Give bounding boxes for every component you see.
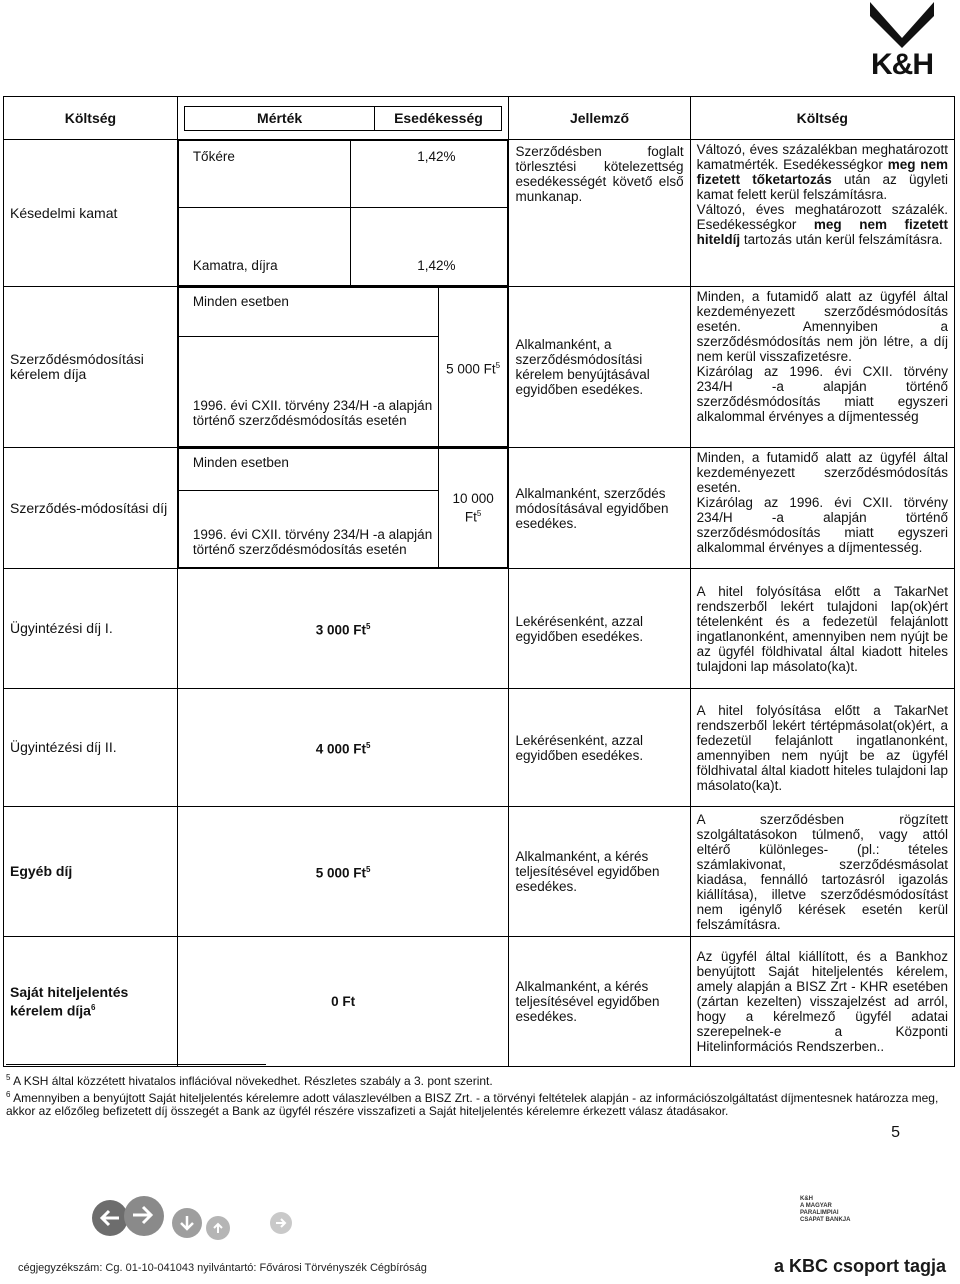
desc-bold: meg nem fizetett tőketartozás [696, 157, 948, 187]
value-text: 10 000 Ft [452, 491, 494, 525]
row-name-other-fee: Egyéb díj [4, 807, 178, 937]
footnote-ref: 5 [366, 741, 371, 751]
row-name-admin-fee-1: Ügyintézési díj I. [4, 569, 178, 689]
desc-text: Kizárólag az 1996. évi CXII. törvény 234/H -a alapján történő szerződésmódosítás miatt egyszeri alkalommal érvényes a díjmentesség. [696, 495, 948, 555]
name-text: Saját hiteljelentés kérelem díja [10, 983, 129, 1019]
modification-request-description [690, 287, 954, 448]
value-text: 5 000 Ft [446, 361, 496, 377]
late-interest-desc-1 [697, 142, 948, 202]
value-text: 4 000 Ft [315, 741, 367, 757]
late-interest-due: Szerződésben foglalt törlesztési kötelezettség esedékességét követő első munkanap. [509, 140, 690, 287]
arrow-right-icon [124, 1196, 164, 1236]
admin-fee-1-description: A hitel folyósítása előtt a TakarNet rendszerből lekért tulajdoni lap(ok)ért tételenként és a fedezetül felajánlott ingatlanonként, amennyiben nem nyújt be az ügyfél földhivatal által kiadott hiteles tulajdoni lap másolato(ka)t. [690, 569, 954, 689]
late-interest-desc-2 [697, 202, 948, 247]
footnote-ref: 5 [366, 622, 371, 632]
table-row [4, 569, 955, 689]
modification-request-value [438, 288, 508, 447]
header-cost-2: Költség [690, 97, 954, 140]
badge-line: CSAPAT BANKJA [800, 1217, 851, 1223]
admin-fee-1-value [177, 569, 509, 689]
header-character: Jellemző [509, 97, 690, 140]
desc-text: után az ügyleti kamat felett kerül felszámításra. [696, 172, 948, 202]
footnotes [6, 1064, 951, 1118]
company-registry-text: cégjegyzékszám: Cg. 01-10-041043 nyilvántartó: Fővárosi Törvényszék Cégbíróság [18, 1262, 427, 1274]
footnote-number: 5 [6, 1073, 11, 1082]
modification-request-case-2: 1996. évi CXII. törvény 234/H -a alapján történő szerződésmódosítás esetén [178, 337, 438, 447]
other-fee-value [177, 807, 509, 937]
admin-fee-2-due: Lekérésenként, azzal egyidőben esedékes. [509, 689, 690, 807]
arrow-right-small-icon [270, 1212, 292, 1234]
badge-line: K&H [800, 1196, 813, 1202]
other-fee-due: Alkalmanként, a kérés teljesítésével egyidőben esedékes. [509, 807, 690, 937]
modification-fee-due: Alkalmanként, szerződés módosításával egyidőben esedékes. [509, 448, 690, 569]
desc-text: Minden, a futamidő alatt az ügyfél által kezdeményezett szerződésmódosítás esetén. Amennyiben a szerződésmódosítás nem jön létre, a díj nem kerül visszafizetésre. [696, 289, 948, 364]
arrow-down-icon [172, 1208, 202, 1238]
kbc-group-tagline: a KBC csoport tagja [773, 1256, 946, 1276]
header-measure: Mérték [184, 106, 375, 130]
footnote-ref: 5 [495, 360, 501, 370]
footnote-number: 6 [6, 1090, 11, 1099]
desc-bold: meg nem fizetett hiteldíj [696, 217, 948, 247]
header-rate [177, 97, 509, 140]
value-text: 5 000 Ft [315, 865, 367, 881]
kh-logo-mark [850, 0, 954, 50]
footnote-divider [6, 1064, 266, 1065]
modification-request-rates [177, 287, 509, 448]
badge-line: A MAGYAR [800, 1203, 832, 1209]
modification-request-due: Alkalmanként, a szerződésmódosítási kérelem benyújtásával egyidőben esedékes. [509, 287, 690, 448]
credit-report-due: Alkalmanként, a kérés teljesítésével egyidőben esedékes. [509, 937, 690, 1067]
desc-text: Minden, a futamidő alatt az ügyfél által kezdeményezett szerződésmódosítás esetén. [696, 450, 948, 495]
fee-table [3, 96, 955, 1067]
footnote-text: A KSH által közzétett hivatalos inflációval növekedhet. Részletes szabály a 3. pont szerint. [13, 1074, 493, 1088]
row-name-late-interest: Késedelmi kamat [4, 140, 178, 287]
credit-report-value: 0 Ft [177, 937, 509, 1067]
header-due: Esedékesség [375, 106, 502, 130]
table-row [4, 140, 955, 287]
footnote-ref: 5 [476, 509, 482, 519]
late-interest-rates [177, 140, 509, 287]
header-cost: Költség [4, 97, 178, 140]
badge-line: PARALIMPIAI [800, 1210, 839, 1216]
modification-fee-case-2: 1996. évi CXII. törvény 234/H -a alapján történő szerződésmódosítás esetén [178, 490, 438, 567]
table-header-row [4, 97, 955, 140]
credit-report-description: Az ügyfél által kiállított, és a Bankhoz benyújtott Saját hiteljelentés kérelem, amely alapján a BISZ Zrt - KHR esetében (zártan kezelten) visszajelzést ad arról, hogy a kérelmező ügyfél adatai szerepelnek-e a Központi Hitelinformációs Rendszerben.. [690, 937, 954, 1067]
modification-fee-value [438, 449, 508, 568]
late-interest-value-interest: 1,42% [350, 207, 507, 285]
row-name-credit-report [4, 937, 178, 1067]
modification-fee-description [690, 448, 954, 569]
kh-logo-text: K&H [871, 48, 933, 81]
footnote-text: Amennyiben a benyújtott Saját hiteljelentés kérelemre adott válaszlevélben a BISZ Zrt. - a törvényi feltételek alapján - az információszolgáltatást díjmentesnek határozza meg, akkor az előzőleg befizetett díj összegét a Bank az ügyfél részére visszafizeti a Saját hiteljelentés kérelemre érkezett válasz átadásakor. [6, 1091, 939, 1118]
late-interest-description [690, 140, 954, 287]
desc-text: Változó, éves százalékban meghatározott kamatmérték. Esedékességkor [696, 142, 948, 172]
table-row [4, 937, 955, 1067]
footnote-ref: 6 [90, 1002, 96, 1012]
arrow-left-icon [92, 1200, 128, 1236]
table-row [4, 807, 955, 937]
row-name-modification-request: Szerződésmódosítási kérelem díja [4, 287, 178, 448]
desc-text: tartozás után kerül felszámításra. [740, 232, 943, 247]
admin-fee-2-value [177, 689, 509, 807]
footnote-ref: 5 [366, 865, 371, 875]
table-row [4, 287, 955, 448]
modification-request-case-1: Minden esetben [178, 288, 438, 337]
footnote-5 [6, 1071, 951, 1088]
paralympic-badge [800, 1196, 856, 1240]
row-name-modification-fee: Szerződés-módosítási díj [4, 448, 178, 569]
admin-fee-1-due: Lekérésenként, azzal egyidőben esedékes. [509, 569, 690, 689]
table-row [4, 689, 955, 807]
other-fee-description: A szerződésben rögzített szolgáltatásokon túlmenő, vagy attól eltérő különleges- (pl.: tételes számlakivonat, szerződésmásolat kiadása, fennálló tartozásról igazolás kiállítása), illetve szerződésmódosítást nem igénylő kérések esetén kerül felszámításra. [690, 807, 954, 937]
value-text: 3 000 Ft [315, 622, 367, 638]
table-row [4, 448, 955, 569]
desc-text: Kizárólag az 1996. évi CXII. törvény 234/H -a alapján történő szerződésmódosítás miatt egyszeri alkalommal érvényes a díjmentesség [696, 364, 948, 424]
desc-text: Változó, éves meghatározott százalék. Esedékességkor [696, 202, 948, 232]
modification-fee-case-1: Minden esetben [178, 449, 438, 491]
late-interest-label-principal: Tőkére [178, 141, 350, 208]
row-name-admin-fee-2: Ügyintézési díj II. [4, 689, 178, 807]
late-interest-value-principal: 1,42% [350, 141, 507, 208]
page-number: 5 [891, 1124, 900, 1141]
late-interest-label-interest: Kamatra, díjra [178, 207, 350, 285]
modification-fee-rates [177, 448, 509, 569]
arrow-up-icon [206, 1216, 230, 1240]
footnote-6 [6, 1088, 951, 1118]
admin-fee-2-description: A hitel folyósítása előtt a TakarNet rendszerből lekért tértépmásolat(ok)ért, a fedezetül felajánlott ingatlanonként, amennyiben nem nyújt be az ügyfél földhivatal által kiadott hiteles tulajdoni lap másolato(ka)t. [690, 689, 954, 807]
kh-logo [850, 0, 954, 82]
